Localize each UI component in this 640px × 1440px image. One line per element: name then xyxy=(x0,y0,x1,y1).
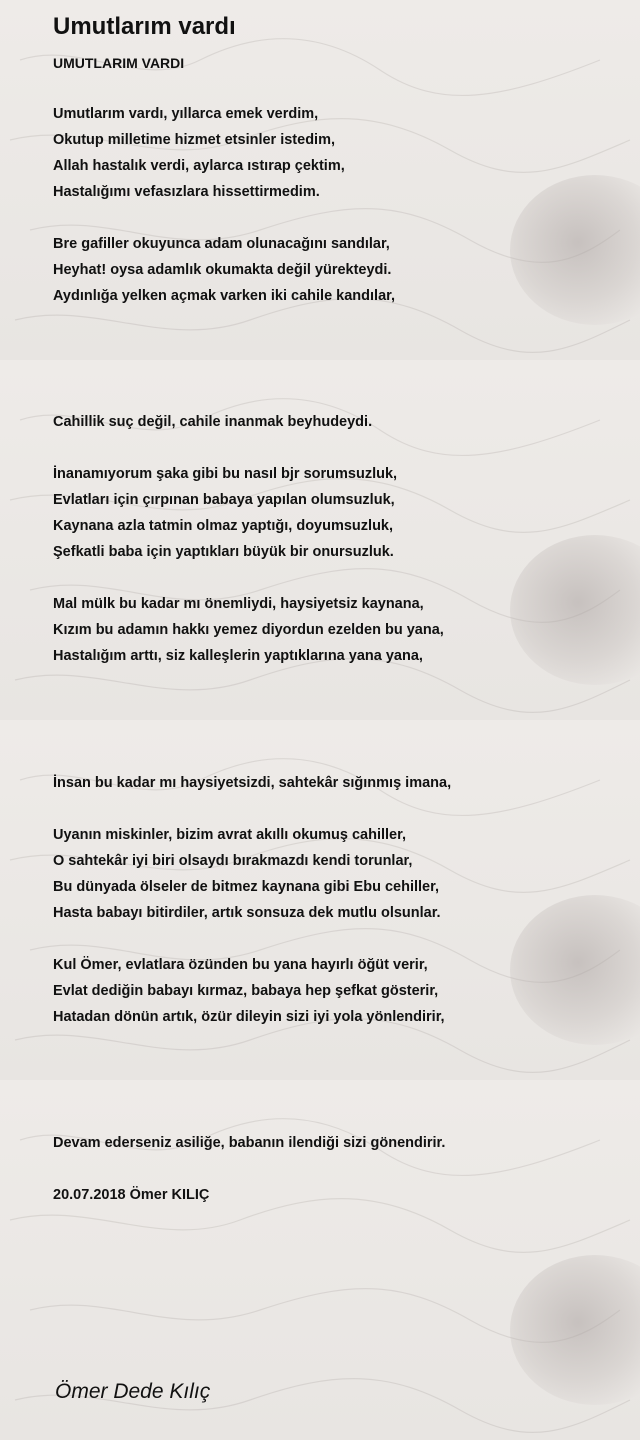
poem-line: Bu dünyada ölseler de bitmez kaynana gibi Ebu cehiller, xyxy=(53,879,439,895)
poem-line: Allah hastalık verdi, aylarca ıstırap çektim, xyxy=(53,158,345,174)
poem-line: Hatadan dönün artık, özür dileyin sizi iyi yola yönlendirir, xyxy=(53,1009,445,1025)
poem-line: Evlatları için çırpınan babaya yapılan olumsuzluk, xyxy=(53,492,395,508)
poem-line: Aydınlığa yelken açmak varken iki cahile kandılar, xyxy=(53,288,396,304)
poem-line: İnsan bu kadar mı haysiyetsizdi, sahtekâr sığınmış imana, xyxy=(53,775,452,791)
poem-line: Heyhat! oysa adamlık okumakta değil yürekteydi. xyxy=(53,262,392,278)
poem-line: Hastalığımı vefasızlara hissettirmedim. xyxy=(53,184,320,200)
page-title: Umutlarım vardı xyxy=(53,13,236,40)
poem-line: O sahtekâr iyi biri olsaydı bırakmazdı kendi torunlar, xyxy=(53,853,413,869)
poem-line: İnanamıyorum şaka gibi bu nasıl bjr sorumsuzluk, xyxy=(53,466,398,482)
poem-line: Mal mülk bu kadar mı önemliydi, haysiyetsiz kaynana, xyxy=(53,596,424,612)
author-signature: Ömer Dede Kılıç xyxy=(55,1380,211,1403)
poem-line: Kul Ömer, evlatlara özünden bu yana hayırlı öğüt verir, xyxy=(53,957,428,973)
poem-line: Hasta babayı bitirdiler, artık sonsuza dek mutlu olsunlar. xyxy=(53,905,441,921)
poem-line: Hastalığım arttı, siz kalleşlerin yaptıklarına yana yana, xyxy=(53,648,423,664)
poem-line: Cahillik suç değil, cahile inanmak beyhudeydi. xyxy=(53,414,373,430)
poem-line: Bre gafiller okuyunca adam olunacağını sandılar, xyxy=(53,236,390,252)
poem-line: Kaynana azla tatmin olmaz yaptığı, doyumsuzluk, xyxy=(53,518,394,534)
poem-heading: UMUTLARIM VARDI xyxy=(53,55,185,71)
poem-line: Devam ederseniz asiliğe, babanın ilendiği sizi gönendirir. xyxy=(53,1135,446,1151)
poem-line: Okutup milletime hizmet etsinler istedim, xyxy=(53,132,336,148)
poem-line: Kızım bu adamın hakkı yemez diyordun ezelden bu yana, xyxy=(53,622,444,638)
poem-line: Şefkatli baba için yaptıkları büyük bir onursuzluk. xyxy=(53,544,394,560)
poem-line: Umutlarım vardı, yıllarca emek verdim, xyxy=(53,106,319,122)
poem-line: Uyanın miskinler, bizim avrat akıllı okumuş cahiller, xyxy=(53,827,406,843)
poem-date-author: 20.07.2018 Ömer KILIÇ xyxy=(53,1187,210,1203)
poem-line: Evlat dediğin babayı kırmaz, babaya hep şefkat gösterir, xyxy=(53,983,439,999)
